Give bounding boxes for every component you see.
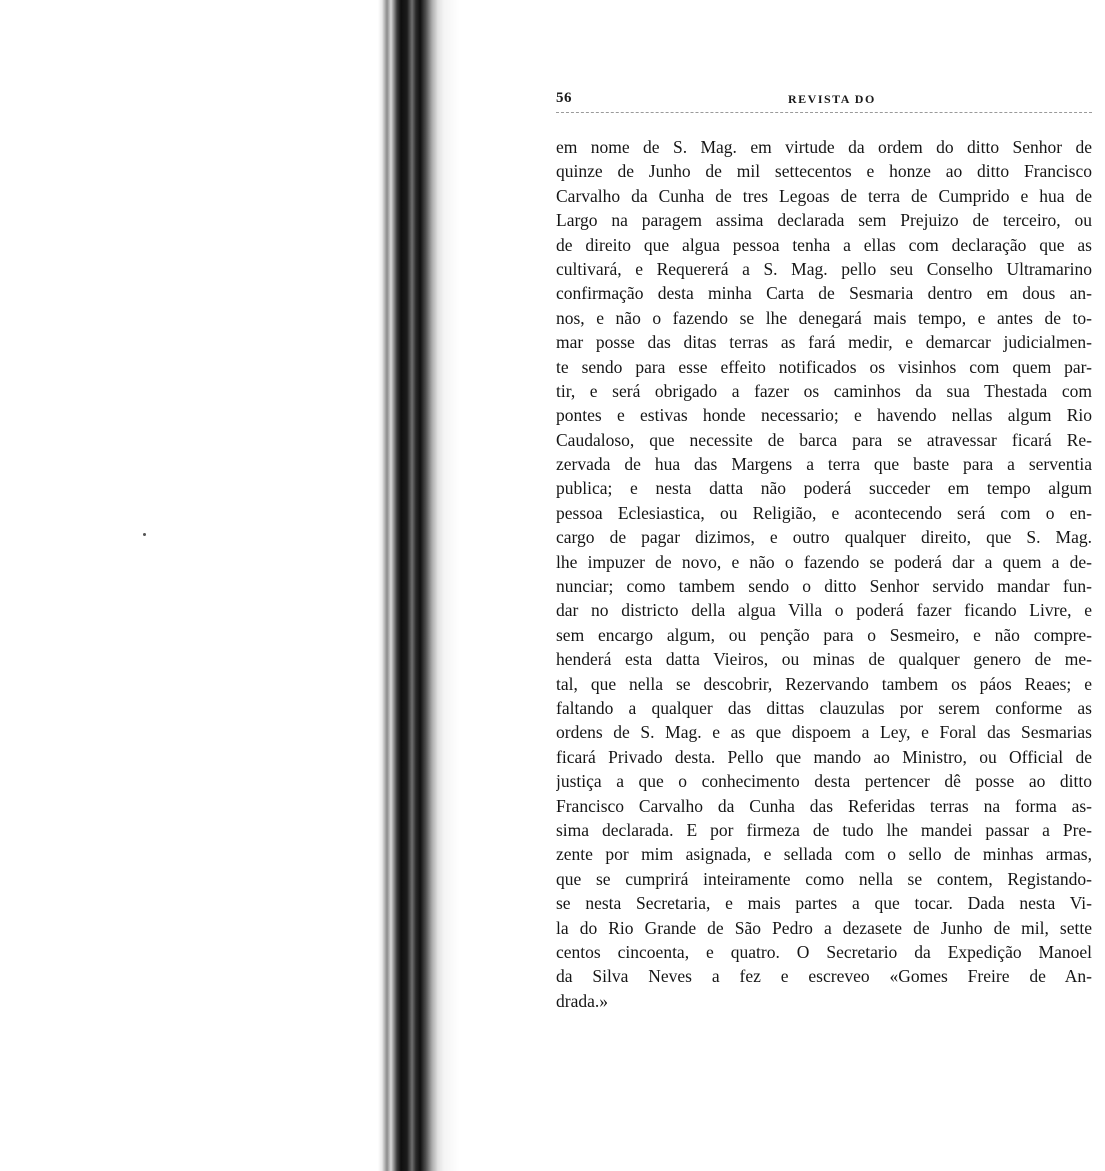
text-line: Carvalho da Cunha de tres Legoas de terra de Cumprido e hua de: [556, 185, 1092, 206]
text-line: de direito que algua pessoa tenha a ellas com declaração que as: [556, 234, 1092, 255]
page-number: 56: [556, 90, 572, 106]
left-page-margin: [0, 0, 380, 1171]
running-head: [556, 86, 1092, 113]
text-line: tal, que nella se descobrir, Rezervando tambem os páos Reaes; e: [556, 673, 1092, 694]
text-line: tir, e será obrigado a fazer os caminhos da sua Thestada com: [556, 380, 1092, 401]
text-line: zente por mim asignada, e sellada com o sello de minhas armas,: [556, 844, 1092, 865]
gutter-soft-shade: [420, 0, 460, 1171]
text-line: cargo de pagar dizimos, e outro qualquer direito, que S. Mag.: [556, 527, 1092, 548]
text-line: em nome de S. Mag. em virtude da ordem do ditto Senhor de: [556, 137, 1092, 157]
text-line: confirmação desta minha Carta de Sesmaria dentro em dous an-: [556, 283, 1092, 304]
text-line: faltando a qualquer das dittas clauzulas por serem conforme as: [556, 697, 1092, 718]
text-line: lhe impuzer de novo, e não o fazendo se poderá dar a quem a de-: [556, 551, 1092, 572]
text-line: sem encargo algum, ou penção para o Sesmeiro, e não compre-: [556, 624, 1092, 645]
text-line: te sendo para esse effeito notificados os visinhos com quem par-: [556, 356, 1092, 377]
text-line: quinze de Junho de mil settecentos e honze ao ditto Francisco: [556, 161, 1092, 182]
text-line: henderá esta datta Vieiros, ou minas de qualquer genero de me-: [556, 649, 1092, 670]
text-line: justiça a que o conhecimento desta pertencer dê posse ao ditto: [556, 771, 1092, 792]
text-line: pessoa Eclesiastica, ou Religião, e acontecendo será com o en-: [556, 502, 1092, 523]
text-line: sima declarada. E por firmeza de tudo lhe mandei passar a Pre-: [556, 819, 1092, 840]
text-line: Largo na paragem assima declarada sem Prejuizo de terceiro, ou: [556, 210, 1092, 231]
text-line: nos, e não o fazendo se lhe denegará mais tempo, e antes de to-: [556, 307, 1092, 328]
text-line: dar no districto della algua Villa o poderá fazer ficando Livre, e: [556, 600, 1092, 621]
text-line: se nesta Secretaria, e mais partes a que tocar. Dada nesta Vi-: [556, 893, 1092, 914]
running-title: REVISTA DO: [788, 92, 876, 106]
printed-page: [556, 86, 1092, 1013]
text-line: que se cumprirá inteiramente como nella se contem, Registando-: [556, 868, 1092, 889]
text-line: drada.»: [556, 990, 608, 1011]
text-line: publica; e nesta datta não poderá succeder em tempo algum: [556, 478, 1092, 499]
text-line: la do Rio Grande de São Pedro a dezasete de Junho de mil, sette: [556, 917, 1092, 938]
text-line: Caudaloso, que necessite de barca para se atravessar ficará Re-: [556, 429, 1092, 450]
text-line: cultivará, e Requererá a S. Mag. pello seu Conselho Ultramarino: [556, 258, 1092, 279]
text-line: ficará Privado desta. Pello que mando ao Ministro, ou Official de: [556, 746, 1092, 767]
text-line: da Silva Neves a fez e escreveo «Gomes Freire de An-: [556, 966, 1092, 987]
body-text: [556, 135, 1092, 1013]
text-line: Francisco Carvalho da Cunha das Referidas terras na forma as-: [556, 795, 1092, 816]
text-line: ordens de S. Mag. e as que dispoem a Ley, e Foral das Sesmarias: [556, 722, 1092, 743]
text-line: mar posse das ditas terras as fará medir, e demarcar judicialmen-: [556, 332, 1092, 353]
text-line: nunciar; como tambem sendo o ditto Senhor servido mandar fun-: [556, 576, 1092, 597]
ink-speck: [143, 533, 146, 536]
text-line: centos cincoenta, e quatro. O Secretario da Expedição Manoel: [556, 941, 1092, 962]
text-line: pontes e estivas honde necessario; e havendo nellas algum Rio: [556, 405, 1092, 426]
text-line: zervada de hua das Margens a terra que baste para a serventia: [556, 454, 1092, 475]
